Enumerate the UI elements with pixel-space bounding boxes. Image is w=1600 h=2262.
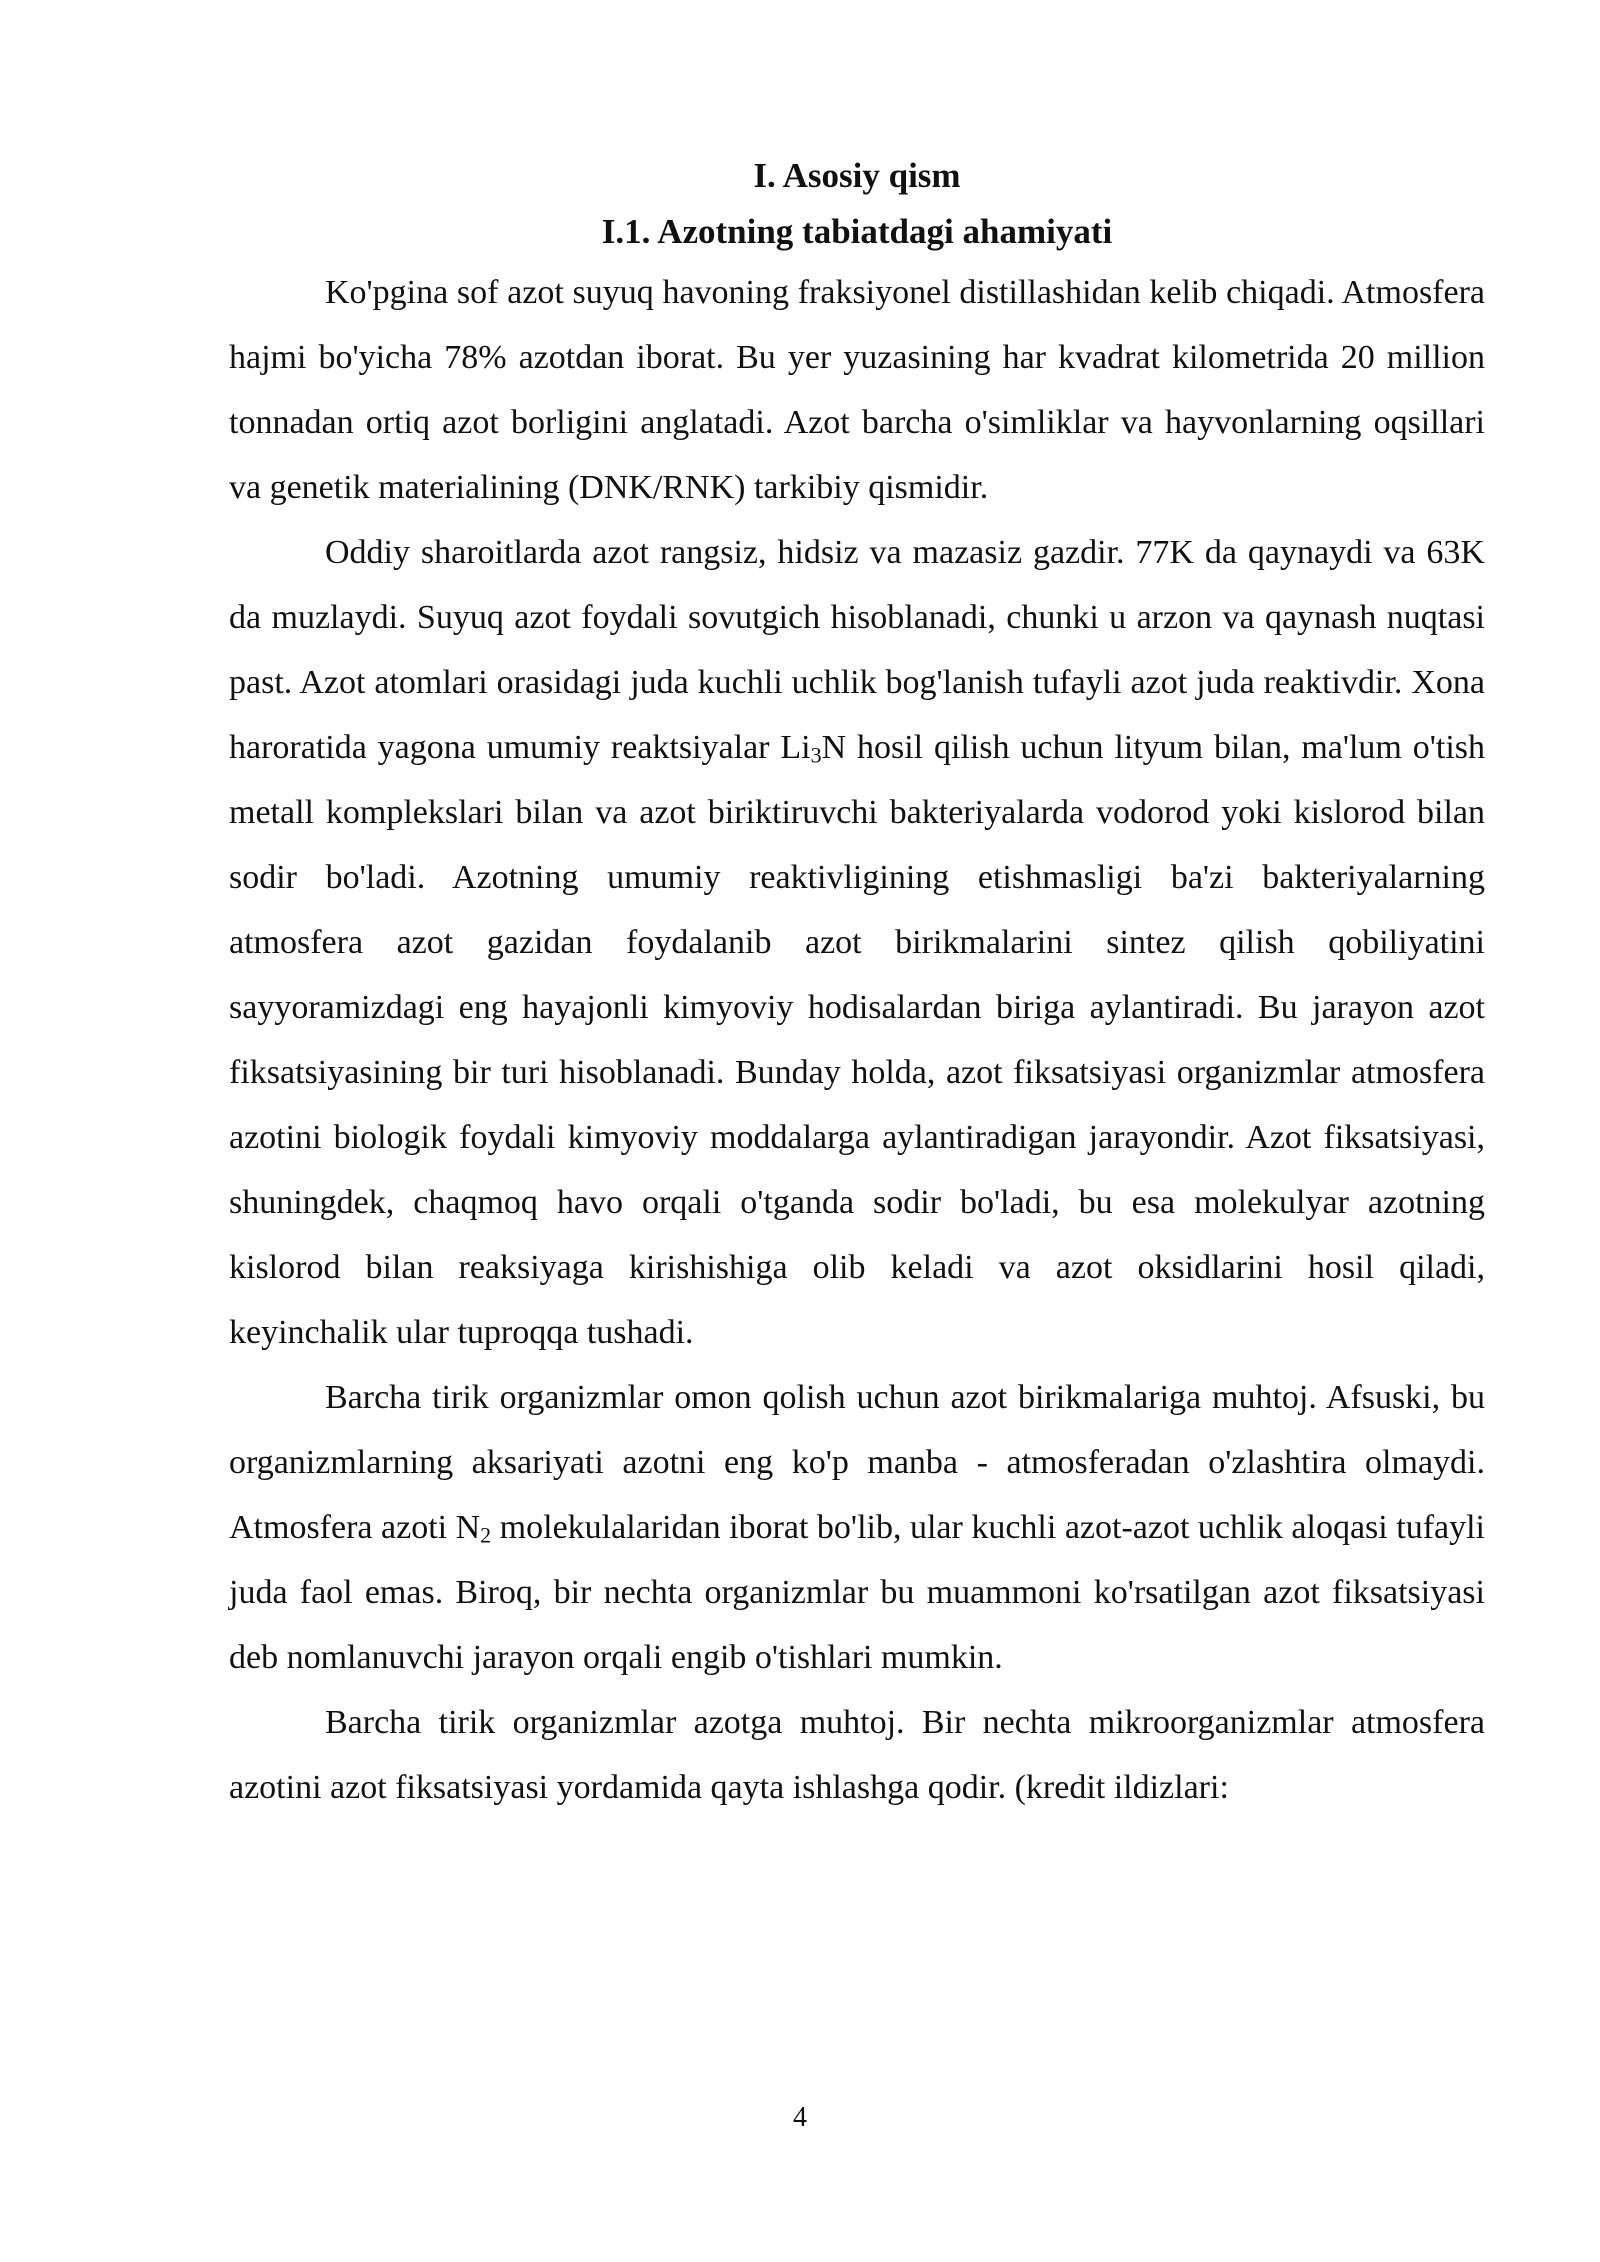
paragraph-2-subscript: 3 [810, 742, 822, 768]
paragraph-2 [229, 520, 1485, 1365]
section-heading: I.1. Azotning tabiatdagi ahamiyati [601, 212, 1113, 251]
page-number: 4 [793, 2102, 807, 2133]
paragraph-3-subscript: 2 [480, 1522, 492, 1548]
paragraph-3-text-before: Barcha tirik organizmlar omon qolish uchun azot birikmalariga muhtoj. Afsuski, bu organizmlarning aksariyati azotni eng ko'p manba - atmosferadan o'zlashtira olmaydi. Atmosfera azoti N [229, 1379, 1485, 1546]
paragraph-2-text-before: Oddiy sharoitlarda azot rangsiz, hidsiz va mazasiz gazdir. 77K da qaynaydi va 63K da muzlaydi. Suyuq azot foydali sovutgich hisoblanadi, chunki u arzon va qaynash nuqtasi past. Azot atomlari orasidagi juda kuchli uchlik bog'lanish tufayli azot juda reaktivdir. Xona haroratida yagona umumiy reaktsiyalar Li [229, 534, 1485, 766]
paragraph-1: Ko'pgina sof azot suyuq havoning fraksiyonel distillashidan kelib chiqadi. Atmosfera hajmi bo'yicha 78% azotdan iborat. Bu yer yuzasining har kvadrat kilometrida 20 million tonnadan ortiq azot borligini anglatadi. Azot barcha o'simliklar va hayvonlarning oqsillari va genetik materialining (DNK/RNK) tarkibiy qismidir. [229, 274, 1485, 506]
paragraph-3-text-after: molekulalaridan iborat bo'lib, ular kuchli azot-azot uchlik aloqasi tufayli juda faol emas. Biroq, bir nechta organizmlar bu muammoni ko'rsatilgan azot fiksatsiyasi deb nomlanuvchi jarayon orqali engib o'tishlari mumkin. [229, 1509, 1486, 1676]
paragraph-4: Barcha tirik organizmlar azotga muhtoj. Bir nechta mikroorganizmlar atmosfera azotini azot fiksatsiyasi yordamida qayta ishlashga qodir. (kredit ildizlari: [229, 1704, 1485, 1806]
document-page [229, 148, 1485, 1820]
main-heading: I. Asosiy qism [753, 156, 961, 195]
paragraph-3 [229, 1365, 1485, 1690]
paragraph-2-text-after: N hosil qilish uchun lityum bilan, ma'lum o'tish metall komplekslari bilan va azot biriktiruvchi bakteriyalarda vodorod yoki kislorod bilan sodir bo'ladi. Azotning umumiy reaktivligining etishmasligi ba'zi bakteriyalarning atmosfera azot gazidan foydalanib azot birikmalarini sintez qilish qobiliyatini sayyoramizdagi eng hayajonli kimyoviy hodisalardan biriga aylantiradi. Bu jarayon azot fiksatsiyasining bir turi hisoblanadi. Bunday holda, azot fiksatsiyasi organizmlar atmosfera azotini biologik foydali kimyoviy moddalarga aylantiradigan jarayondir. Azot fiksatsiyasi, shuningdek, chaqmoq havo orqali o'tganda sodir bo'ladi, bu esa molekulyar azotning kislorod bilan reaksiyaga kirishishiga olib keladi va azot oksidlarini hosil qiladi, keyinchalik ular tuproqqa tushadi. [229, 729, 1485, 1351]
